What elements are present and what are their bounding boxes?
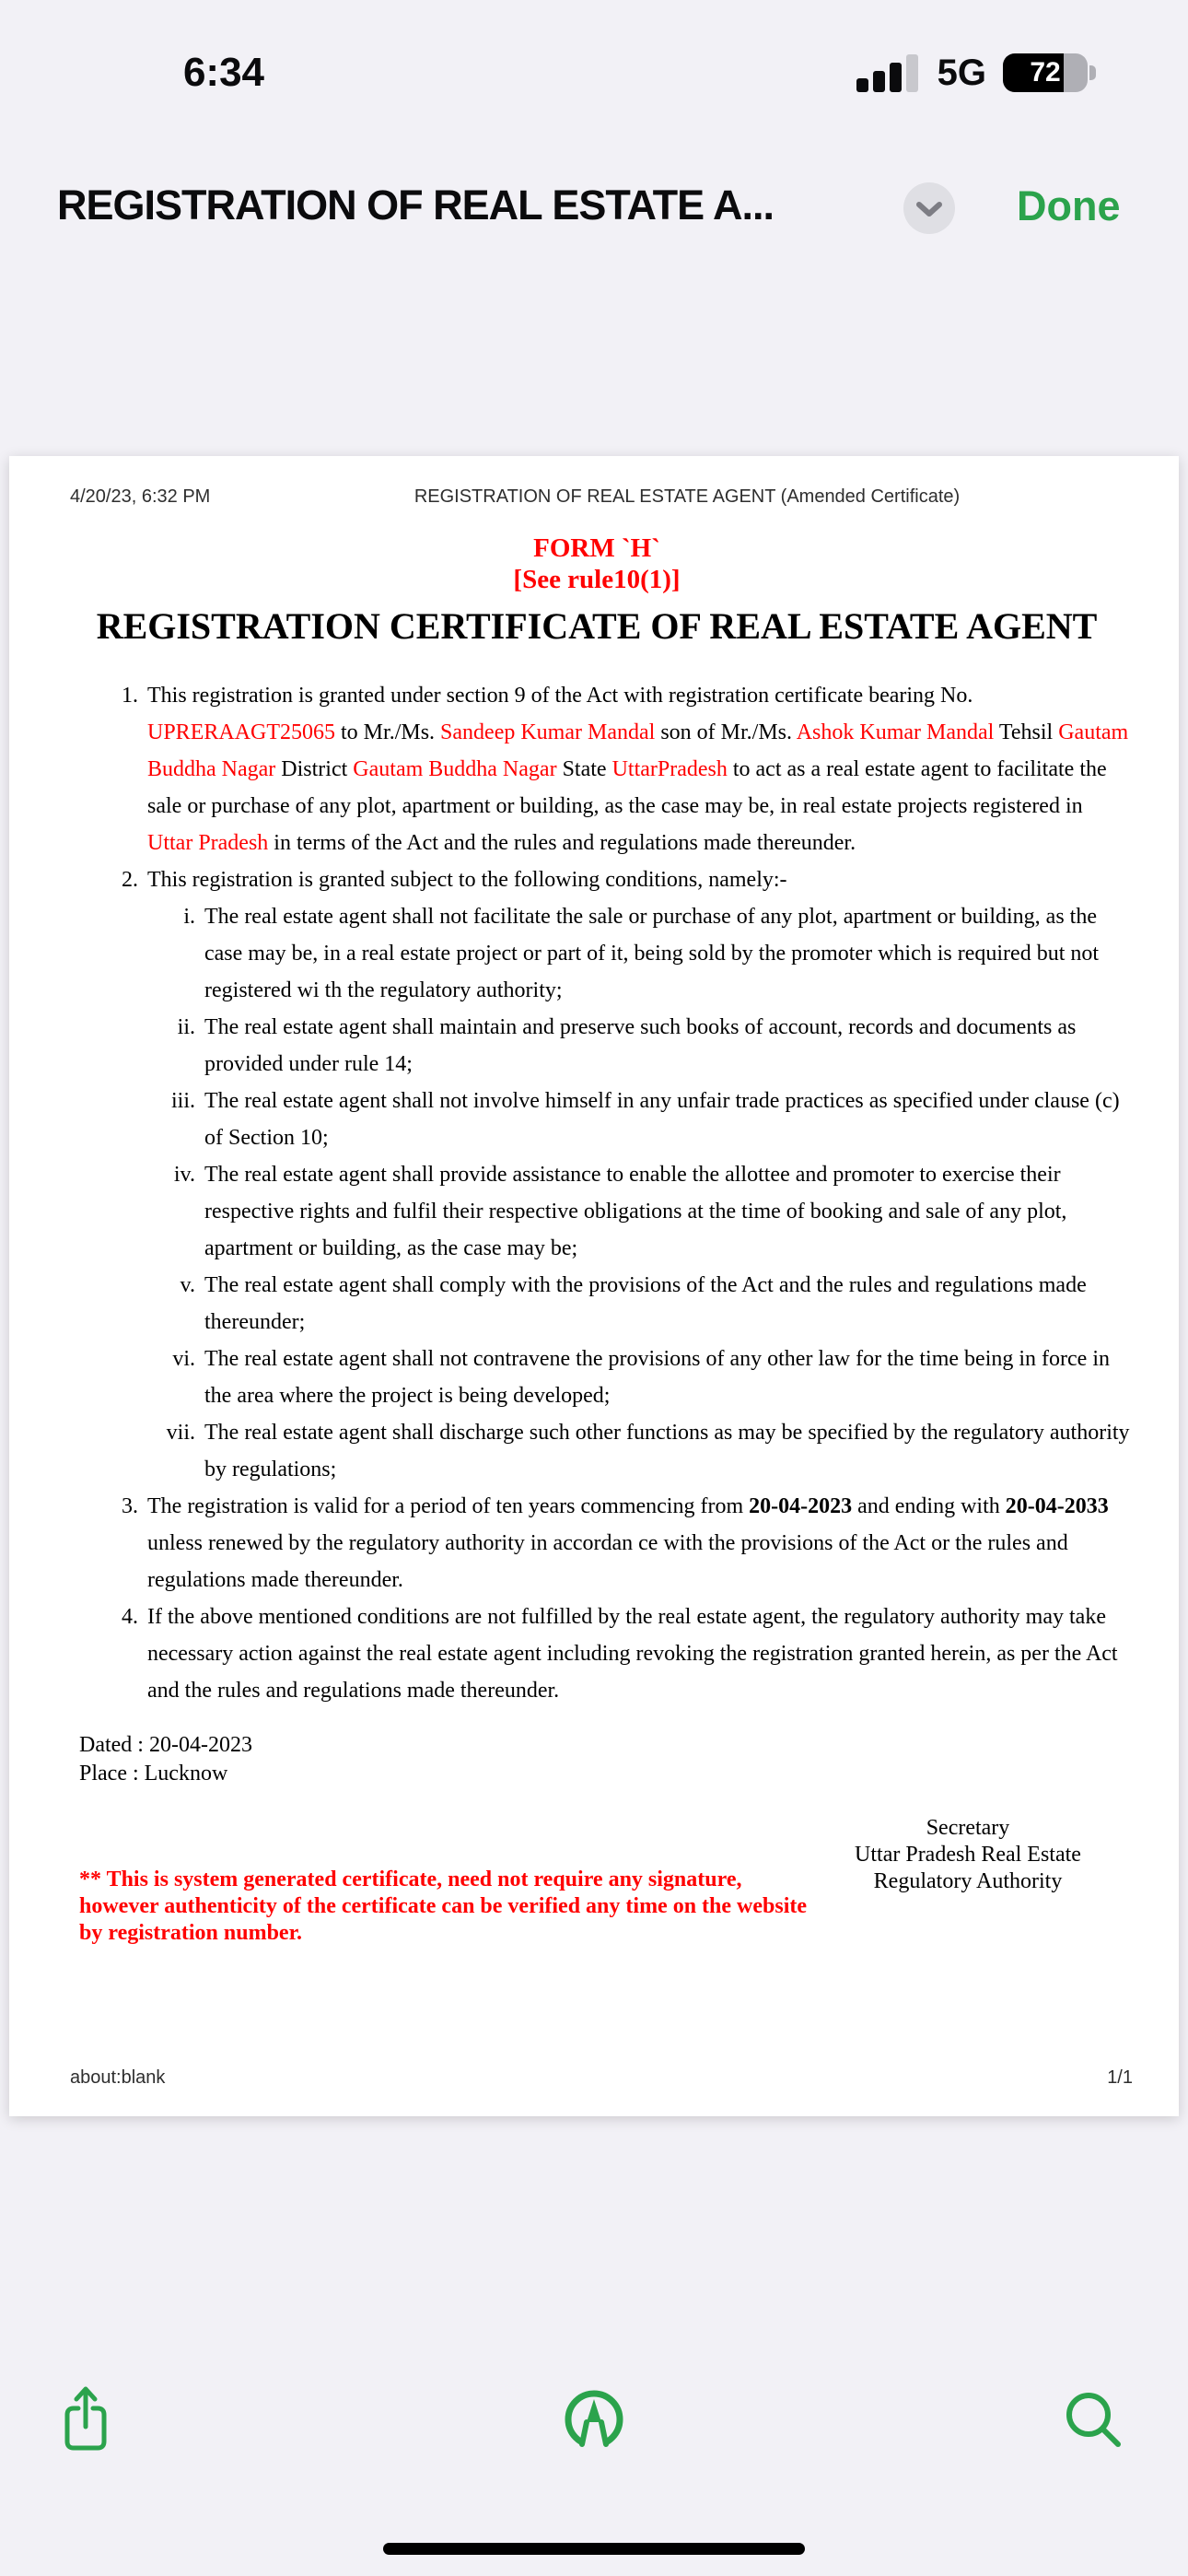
item-marker: 4. xyxy=(122,1605,138,1629)
list-item-1 xyxy=(61,677,1133,861)
chevron-down-icon xyxy=(903,182,955,234)
item-text: If the above mentioned conditions are not fulfilled by the real estate agent, the regulatory authority may take necessary action against the real estate agent including revoking the registration granted herein, as per the Act and the rules and regulations made thereunder. xyxy=(147,1605,1118,1703)
dated-block xyxy=(79,1731,1133,1788)
item-marker: vi. xyxy=(172,1347,195,1371)
item-text: The real estate agent shall comply with the provisions of the Act and the rules and regulations made thereunder; xyxy=(204,1273,1087,1334)
print-footer xyxy=(70,2067,1133,2089)
form-heading xyxy=(61,533,1133,595)
item-marker: 3. xyxy=(122,1494,138,1518)
dated-line: Dated : 20-04-2023 xyxy=(79,1733,252,1757)
item-marker: iv. xyxy=(173,1163,195,1187)
print-header-title: REGISTRATION OF REAL ESTATE AGENT (Amended Certificate) xyxy=(413,486,961,507)
home-indicator[interactable] xyxy=(383,2543,805,2555)
footer-url: about:blank xyxy=(70,2067,166,2088)
sub-list-item-v xyxy=(118,1267,1133,1341)
share-icon xyxy=(59,2384,112,2453)
network-type: 5G xyxy=(937,52,986,93)
battery-nub xyxy=(1089,65,1096,80)
item-marker: ii. xyxy=(177,1015,195,1039)
item-marker: 2. xyxy=(122,868,138,892)
conditions-list xyxy=(61,677,1133,1709)
item-text: The registration is valid for a period of ten years commencing from 20-04-2023 and ending with 20-04-2033 unless renewed by the regulatory authority in accordan ce with the provisions of the Act or the rules and regulations made thereunder. xyxy=(147,1494,1109,1592)
item-marker: v. xyxy=(180,1273,195,1297)
sub-list-item-vii xyxy=(118,1414,1133,1488)
item-marker: 1. xyxy=(122,684,138,708)
share-button[interactable] xyxy=(59,2384,112,2455)
item-text: The real estate agent shall not contravene the provisions of any other law for the time being in force in the area where the project is being developed; xyxy=(204,1347,1110,1408)
item-text: This registration is granted subject to the following conditions, namely:- xyxy=(147,868,787,892)
item-text: This registration is granted under section 9 of the Act with registration certificate bearing No. UPRERAAGT25065 to Mr./Ms. Sandeep Kumar Mandal son of Mr./Ms. Ashok Kumar Mandal Tehsil Gautam Buddha Nagar District Gautam Buddha Nagar State UttarPradesh to act as a real estate agent to facilitate the sale or purchase of any plot, apartment or building, as the case may be, in real estate projects registered in Uttar Pradesh in terms of the Act and the rules and regulations made thereunder. xyxy=(147,684,1129,855)
sub-list-item-iii xyxy=(118,1083,1133,1156)
item-text: The real estate agent shall provide assistance to enable the allottee and promoter to exercise their respective rights and fulfil their respective obligations at the time of booking and sale of any plot, apartment or building, as the case may be; xyxy=(204,1163,1067,1260)
signatory-org-line1: Uttar Pradesh Real Estate xyxy=(855,1843,1081,1867)
system-notice: ** This is system generated certificate, need not require any signature, however authenticity of the certificate can be verified any time on the website by registration number. xyxy=(79,1868,808,1945)
signatory-title: Secretary xyxy=(926,1816,1010,1840)
item-marker: i. xyxy=(183,905,195,929)
sub-list-item-iv xyxy=(118,1156,1133,1267)
signature-region xyxy=(61,1788,1133,2009)
document-title: REGISTRATION OF REAL ESTATE A... xyxy=(57,181,775,228)
search-button[interactable] xyxy=(1064,2390,1124,2453)
item-text: The real estate agent shall discharge such other functions as may be specified by the regulatory authority by regulations; xyxy=(204,1421,1130,1481)
item-text: The real estate agent shall not involve himself in any unfair trade practices as specified under clause (c) of Section 10; xyxy=(204,1089,1120,1150)
item-marker: vii. xyxy=(166,1421,195,1445)
list-item-2 xyxy=(61,861,1133,898)
signatory-org-line2: Regulatory Authority xyxy=(873,1869,1063,1893)
status-bar-right xyxy=(856,52,1096,94)
sub-list-item-ii xyxy=(118,1009,1133,1083)
search-icon xyxy=(1064,2390,1124,2451)
battery-percent: 72 xyxy=(1030,57,1061,88)
list-item-3 xyxy=(61,1488,1133,1598)
item-marker: iii. xyxy=(170,1089,195,1113)
certificate-title: REGISTRATION CERTIFICATE OF REAL ESTATE AGENT xyxy=(96,605,1098,647)
form-label: FORM `H` xyxy=(533,533,660,563)
battery-icon xyxy=(1003,53,1096,92)
status-time: 6:34 xyxy=(182,50,265,95)
cellular-signal-icon xyxy=(856,52,921,94)
done-button[interactable]: Done xyxy=(1017,182,1121,229)
sub-list-item-i xyxy=(118,898,1133,1009)
sub-list-item-vi xyxy=(118,1341,1133,1414)
title-menu-button[interactable] xyxy=(903,182,955,234)
signatory-block xyxy=(793,1815,1143,1895)
item-text: The real estate agent shall maintain and preserve such books of account, records and documents as provided under rule 14; xyxy=(204,1015,1077,1076)
print-header xyxy=(61,486,1133,510)
markup-button[interactable] xyxy=(562,2388,626,2455)
list-item-4 xyxy=(61,1598,1133,1709)
item-text: The real estate agent shall not facilitate the sale or purchase of any plot, apartment or building, as the case may be, in a real estate project or part of it, being sold by the promoter which is required but not registered wi th the regulatory authority; xyxy=(204,905,1100,1002)
print-datetime: 4/20/23, 6:32 PM xyxy=(70,486,211,507)
place-line: Place : Lucknow xyxy=(79,1762,228,1786)
markup-icon xyxy=(562,2388,626,2453)
rule-label: [See rule10(1)] xyxy=(513,565,681,594)
document-page xyxy=(9,456,1179,2116)
page-count: 1/1 xyxy=(1107,2067,1133,2088)
